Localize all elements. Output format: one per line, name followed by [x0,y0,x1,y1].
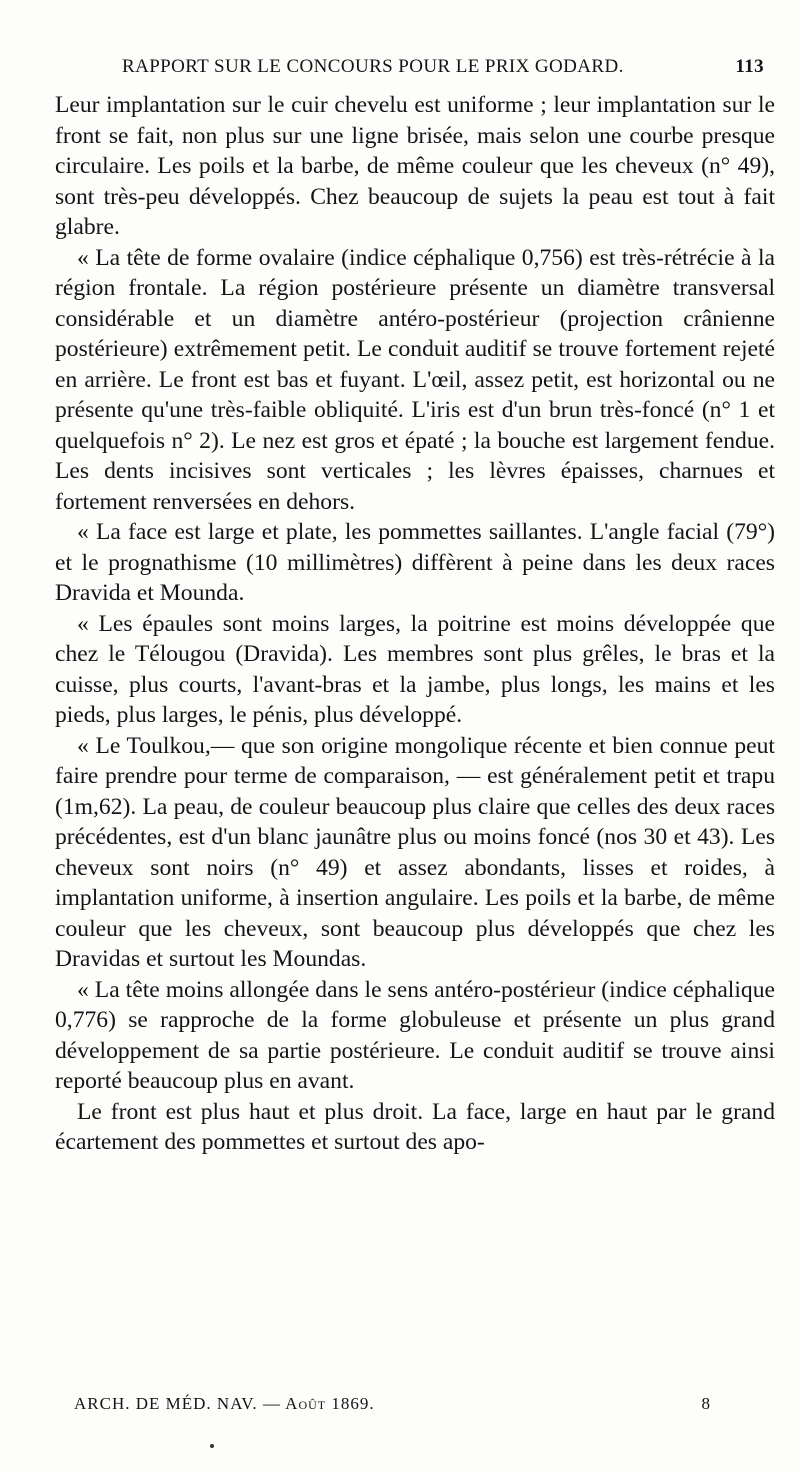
paragraph-2: « La tête de forme ovalaire (indice céphalique 0,756) est très-rétrécie à la région frontale. La région postérieure présente un diamètre transversal considérable et un diamètre antéro-postérieur (projection crânienne postérieure) extrêmement petit. Le conduit auditif se trouve fortement rejeté en arrière. Le front est bas et fuyant. L'œil, assez petit, est horizontal ou ne présente qu'une très-faible obliquité. L'iris est d'un brun très-foncé (n° 1 et quelquefois n° 2). Le nez est gros et épaté ; la bouche est largement fendue. Les dents incisives sont verticales ; les lèvres épaisses, charnues et fortement renversées en dehors. [55,244,775,515]
paragraph-7: Le front est plus haut et plus droit. La face, large en haut par le grand écartement des pommettes et surtout des apo- [55,1098,775,1155]
running-head-title: RAPPORT SUR LE CONCOURS POUR LE PRIX GODARD. [122,56,624,77]
paragraph-4: « Les épaules sont moins larges, la poitrine est moins développée que chez le Télougou (Dravida). Les membres sont plus grêles, le bras et la cuisse, plus courts, l'avant-bras et la jambe, plus longs, les mains et les pieds, plus larges, le pénis, plus développé. [55,610,775,728]
signature-mark: 8 [701,1394,710,1413]
paragraph-3: « La face est large et plate, les pommettes saillantes. L'angle facial (79°) et le prognathisme (10 millimètres) diffèrent à peine dans les deux races Dravida et Mounda. [55,519,775,606]
footer-journal: ARCH. DE MÉD. NAV. — Août 1869. [74,1394,375,1413]
paragraph-6: « La tête moins allongée dans le sens antéro-postérieur (indice céphalique 0,776) se rapproche de la forme globuleuse et présente un plus grand développement de sa partie postérieure. Le conduit auditif se trouve ainsi reporté beaucoup plus en avant. [55,976,775,1094]
paragraph-1: Leur implantation sur le cuir chevelu est uniforme ; leur implantation sur le front se fait, non plus sur une ligne brisée, mais selon une courbe presque circulaire. Les poils et la barbe, de même couleur que les cheveux (n° 49), sont très-peu développés. Chez beaucoup de sujets la peau est tout à fait glabre. [55,92,775,240]
page-number: 113 [735,56,764,77]
running-head [56,56,768,86]
page-footer [74,1394,710,1420]
paragraph-5: « Le Toulkou,— que son origine mongolique récente et bien connue peut faire prendre pour terme de comparaison, — est généralement petit et trapu (1m,62). La peau, de couleur beaucoup plus claire que celles des deux races précédentes, est d'un blanc jaunâtre plus ou moins foncé (nos 30 et 43). Les cheveux sont noirs (n° 49) et assez abondants, lisses et roides, à implantation uniforme, à insertion angulaire. Les poils et la barbe, de même couleur que les cheveux, sont beaucoup plus développés que chez les Dravidas et surtout les Moundas. [55,732,775,972]
ink-speck [210,1444,214,1448]
body-text [55,90,775,1158]
